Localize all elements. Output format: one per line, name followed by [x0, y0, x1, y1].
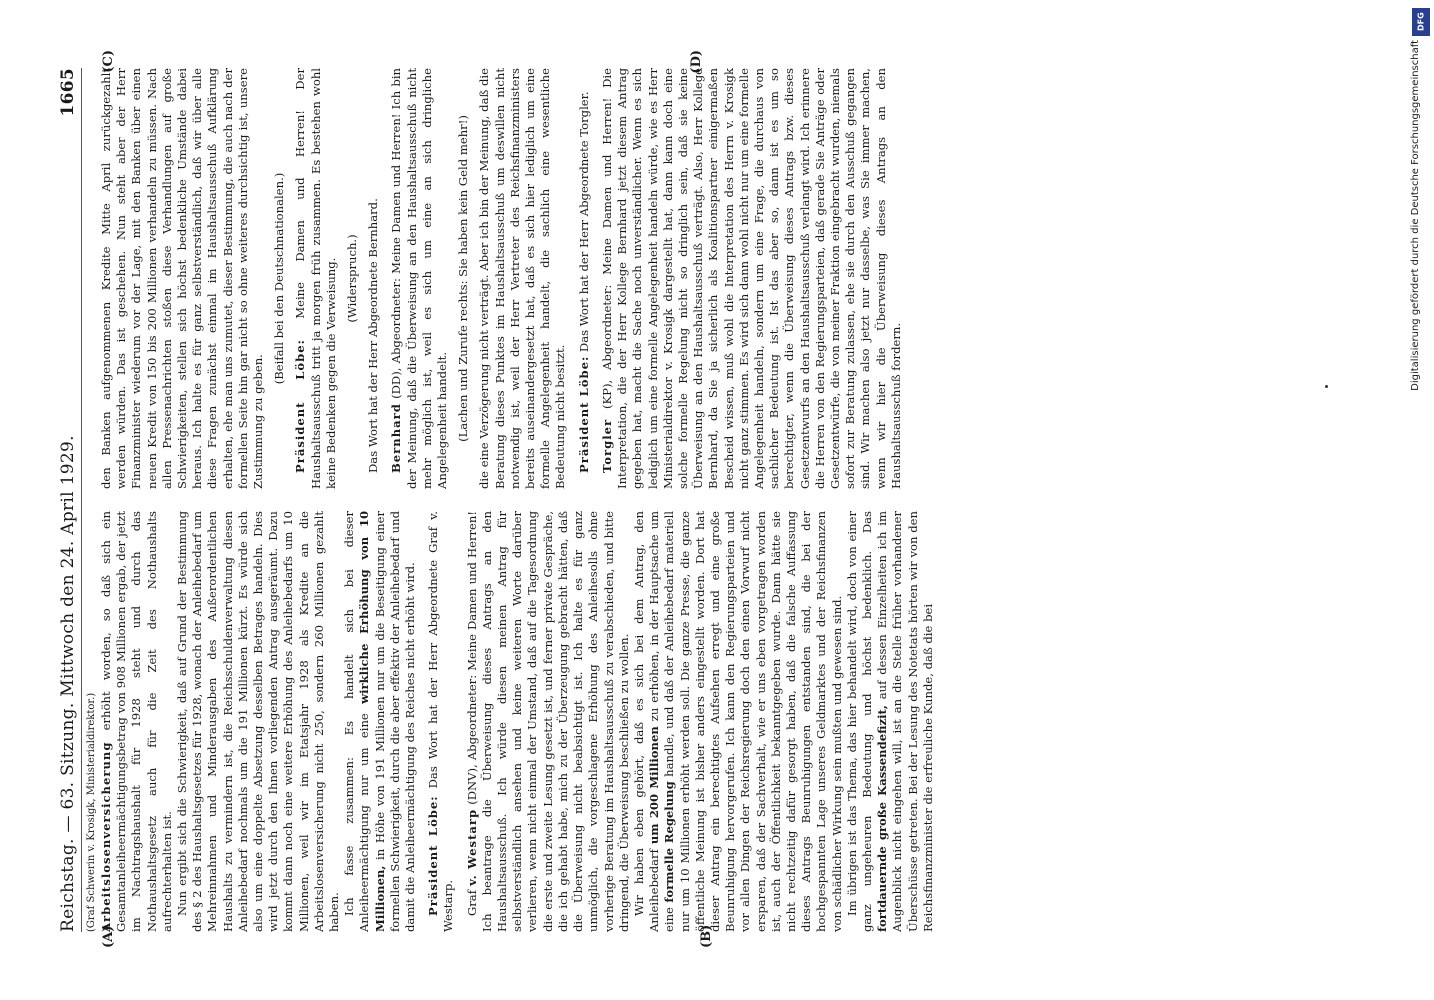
- paragraph: [389, 68, 450, 489]
- header-title: Reichstag. — 63. Sitzung. Mittwoch den 24. April 1929.: [58, 435, 78, 932]
- paragraph-text: (DNV), Abgeordneter: Meine Damen und Herren! Ich beantrage die Überweisung dieses Antrags an den Haushaltsausschuß. Ich würde diesen meinen Antrag für selbstverständlich ansehen und keine weiteren Worte darüber verlieren, wenn nicht einmal der Umstand, daß auf die Tagesordnung die erste und zweite Lesung gesetzt ist, und ferner private Gespräche, die ich gehabt habe, mich zu der Überzeugung gebracht hätten, daß die Überweisung nicht beabsichtigt ist. Ich halte es für ganz unmöglich, die vorgeschlagene Erhöhung des Anleihesolls ohne vorherige Beratung im Haushaltsausschuß zu verabschieden, und bitte dringend, die Überweisung beschließen zu wollen.: [464, 510, 631, 932]
- speaker-name: v. Westarp: [464, 808, 479, 886]
- paragraph-text: handle, und daß der Anleihebedarf materiell nur um 10 Millionen erhöht werden soll. Die ganze Presse, die ganze öffentliche Meinung ist bisher anders eingestellt worden. Dort hat dieser Antrag ein berechtigtes Aufsehen erregt und eine große Beunruhigung hervorgerufen. Ich kann den Regierungsparteien und vor allen Dingen der Reichsregierung doch den einen Vorwurf nicht ersparen, daß der Sachverhalt, wie er uns eben vorgetragen worden ist, auch der Öffentlichkeit bekanntgegeben wurde. Dann hätte sie nicht rechtzeitig dafür gesorgt haben, daß die falsche Auffassung dieses Antrags Beunruhigungen entstanden sind, die bei der hochgespannten Lage unseres Geldmarktes und der Reichsfinanzen von schädlicher Wirkung sein mußten und gewesen sind.: [662, 510, 844, 932]
- reaction: (Lachen und Zurufe rechts: Sie haben kein Geld mehr!): [456, 115, 471, 442]
- speaker-name: Präsident Löbe:: [426, 795, 441, 916]
- paragraph: [465, 511, 632, 932]
- dfg-logo-icon: DFG: [1412, 8, 1430, 36]
- paragraph-text: (KP), Abgeordneter: Meine Damen und Herren! Die Interpretation, die der Herr Kollege Bernhard jetzt diesem Antrag gegeben hat, macht die Sache noch unverständlicher. Wenn es sich lediglich um eine formelle Angelegenheit handeln würde, wie es Herr Ministerialdirektor v. Krosigk dargestellt hat, dann kann doch eine solche formelle Regelung nicht so dringlich sein, daß sie keine Überweisung an den Haushaltsausschuß verträgt. Also, Herr Kollege Bernhard, da Sie ja sicherlich als Koalitionspartner einigermaßen Bescheid wissen, muß wohl die Interpretation des Herrn v. Krosigk nicht ganz stimmen. Es wird sich dann wohl nicht nur um eine formelle Angelegenheit handeln, sondern um eine Frage, die durchaus von sachlicher Bedeutung ist. Ist das aber so, dann ist es um so berechtigter, wenn die Überweisung dieses Antrags bzw. dieses Gesetzentwurfs an den Haushaltsausschuß verlangt wird. Ich erinnere die Herren von den Regierungsparteien, daß gerade Sie Anträge oder Gesetzentwürfe, die von meiner Fraktion eingebracht wurden, niemals sofort zur Beratung zulassen, ehe sie durch den Ausschuß gegangen sind. Wir machen also jetzt nur dasselbe, was Sie immer machen, wenn wir hier die Überweisung dieses Antrags an den Haushaltsausschuß fordern.: [599, 68, 903, 489]
- margin-mark-d: (D): [689, 50, 704, 74]
- margin-mark-b: (B): [699, 924, 714, 948]
- margin-mark-c: (C): [101, 50, 116, 73]
- paragraph-text: die eine Verzögerung nicht verträgt. Aber ich bin der Meinung, daß die Beratung dieses Punktes im Haushaltsausschuß um deswillen nicht notwendig ist, weil der Herr Vertreter des Reichsfinanzministers bereits auseinandergesetzt hat, daß es sich hier lediglich um eine formelle Angelegenheit handelt, die sachlich eine wesentliche Bedeutung nicht besitzt.: [477, 68, 568, 489]
- speaker-name: Bernhard: [389, 403, 404, 473]
- speaker-name: Präsident Löbe:: [293, 339, 308, 473]
- paragraph-text: Im übrigen ist das Thema, das hier behandelt wird, doch von einer ganz ungeheuren Bedeutung und höchst bedenklich. Das: [844, 511, 874, 932]
- columns: [99, 50, 1269, 948]
- digitization-credit: [1410, 40, 1430, 960]
- running-head: [58, 68, 82, 932]
- emphasis-text: formelle Regelung: [662, 781, 677, 903]
- emphasis-text: um 200 Millionen: [647, 726, 662, 845]
- paragraph: Das Wort hat der Herr Abgeordnete Bernhard.: [366, 198, 381, 473]
- paragraph-text: erhöht worden, so daß sich ein Gesamtanleiheermächtigungsbetrag von 908 Millionen ergab, der jetzt im Nachtragshaushalt für 1928 steht und durch das Nothaushaltsgesetz auch für die Zeit des Nothaushalts aufrechterhalten ist.: [99, 510, 174, 932]
- digitization-credit-text: Digitalisierung gefördert durch die Deutsche Forschungsgemeinschaft: [1410, 40, 1421, 391]
- speaker-name: Präsident Löbe:: [576, 355, 591, 473]
- page-number: 1665: [58, 68, 78, 117]
- paragraph: [845, 511, 936, 932]
- reaction: (Widerspruch.): [345, 234, 360, 323]
- emphasis-text: fortdauernde große Kassendefizit,: [875, 705, 890, 932]
- paragraph: [632, 511, 845, 932]
- paragraph-text: (DD), Abgeordneter: Meine Damen und Herren! Ich bin der Meinung, daß die Überweisung an den Haushaltsausschuß nicht mehr möglich ist, weil es sich um eine an sich dringliche Angelegenheit handelt.: [389, 68, 450, 489]
- paragraph: [99, 511, 175, 932]
- column-right: [99, 50, 1269, 489]
- paragraph: Nun ergibt sich die Schwierigkeit, daß auf Grund der Bestimmung des § 2 des Haushaltsgesetzes für 1928, wonach der Anleihebedarf um Mehreinnahmen und Minderausgaben des Außerordentlichen Haushalts zu vermindern ist, die Reichsschuldenverwaltung diesen Anleihebedarf nochmals um die 191 Millionen kürzt. Es würde sich also um eine doppelte Absetzung desselben Betrages handeln. Dies wird jetzt durch den Ihnen vorliegenden Antrag ausgeräumt. Dazu kommt dann noch eine weitere Erhöhung des Anleihebedarfs um 10 Millionen, weil wir im Etatsjahr 1928 als Kredite an die Arbeitslosenversicherung nicht 250, sondern 260 Millionen gezahlt haben.: [175, 511, 342, 932]
- paragraph-text: Wir haben eben gehört, daß es sich bei dem Antrag, den Anleihebedarf: [631, 511, 662, 932]
- margin-mark-a: (A): [101, 925, 116, 948]
- paragraph-text: Meine Damen und Herren! Der Haushaltsausschuß tritt ja morgen früh zusammen. Es bestehen wohl keine Bedenken gegen die Verweisung.: [293, 68, 338, 489]
- paragraph-text: auf dessen Einzelheiten ich im Augenblick nicht eingehen will, ist an die Stelle früher vorhandener Überschüsse getreten. Bei der Lesung des Notetats hörten wir von den Reichsfinanzminister die erfreuliche Kunde, daß die bei: [875, 511, 935, 932]
- emphasis-text: wirkliche Erhöhung von 10 Millionen,: [357, 510, 387, 932]
- paragraph-text: Das Wort hat der Herr Abgeordnete Torgler.: [576, 91, 591, 353]
- paragraph: [426, 511, 456, 932]
- paragraph-text: Ich fasse zusammen: Es handelt sich bei dieser Anleiheermächtigung nur um eine: [342, 511, 372, 932]
- paragraph-text: in Höhe von 191 Millionen nur um die Beseitigung einer formellen Schwierigkeit, durch die aber effektiv der Anleihebedarf und damit die Anleiheermächtigung des Reiches nicht erhöht wird.: [372, 511, 418, 932]
- speaker-name: Torgler: [599, 418, 614, 473]
- paragraph: [477, 68, 568, 489]
- paragraph: [600, 68, 904, 489]
- paragraph-text: Graf: [464, 889, 479, 916]
- paragraph: [293, 68, 339, 489]
- paragraph: [342, 511, 418, 932]
- scan-speck: [1325, 385, 1328, 388]
- reaction: (Beifall bei den Deutschnationalen.): [272, 172, 287, 385]
- paragraph: [577, 68, 592, 489]
- speaker-name: Arbeitslosenversicherung: [99, 741, 113, 932]
- paragraph: den Banken aufgenommenen Kredite Mitte April zurückgezahlt werden würden. Das ist geschehen. Nun steht aber der Herr Finanzminister wiederum vor der Lage, mit den Banken über einen neuen Kredit von 150 bis 200 Millionen verhandeln zu müssen. Nach allen Pressenachrichten stoßen diese Verhandlungen auf große Schwierigkeiten, stellen sich höchst bedenkliche Umstände dabei heraus. Ich halte es für ganz selbstverständlich, daß wir über alle diese Fragen zunächst einmal im Haushaltsausschuß Aufklärung erhalten, ehe man uns zumutet, dieser Bestimmung, die auch nach der formellen Seite hin gar nicht so ohne weiteres durchsichtig ist, unsere Zustimmung zu geben.: [99, 68, 266, 489]
- paragraph-text: zu erhöhen, in der Hauptsache um eine: [647, 510, 677, 932]
- column-left: [99, 510, 1269, 948]
- speaker-tag: (Graf Schwerin v. Krosigk, Ministerialdirektor.): [86, 692, 97, 932]
- document-page: [50, 50, 1350, 950]
- paragraph-text: Das Wort hat der Herr Abgeordnete Graf v. Westarp.: [426, 511, 456, 932]
